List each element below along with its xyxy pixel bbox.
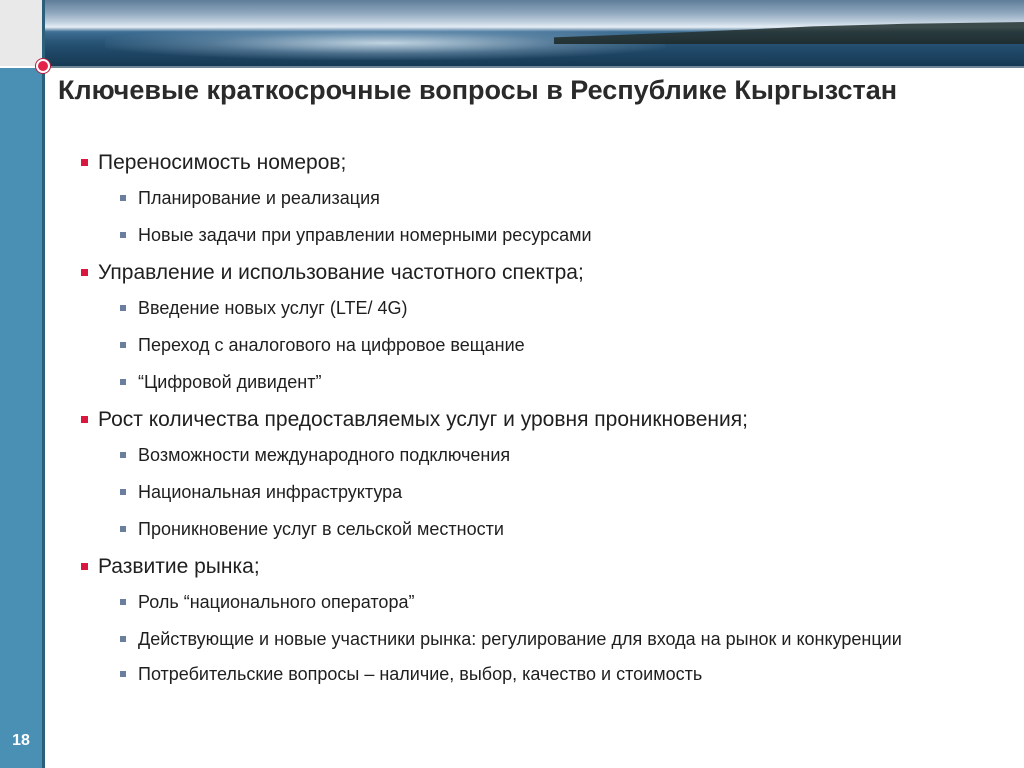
bullet-level1: Переносимость номеров; [78, 150, 1008, 176]
bullet-level2: Проникновение услуг в сельской местности [118, 517, 1008, 542]
bullet-level1: Развитие рынка; [78, 554, 1008, 580]
header-sea-image [45, 0, 1024, 66]
bullet-level2: Действующие и новые участники рынка: регулирование для входа на рынок и конкуренции [118, 627, 1008, 652]
bullet-level1: Управление и использование частотного спектра; [78, 260, 1008, 286]
sidebar-edge-line [42, 0, 45, 768]
bullet-level2: Возможности международного подключения [118, 443, 1008, 468]
bullet-level2: Новые задачи при управлении номерными ресурсами [118, 223, 1008, 248]
bullet-level2: Переход с аналогового на цифровое вещание [118, 333, 1008, 358]
left-sidebar-bar [0, 68, 42, 768]
page-number: 18 [12, 732, 30, 749]
bullet-level2: Введение новых услуг (LTE/ 4G) [118, 296, 1008, 321]
bullet-level2: Планирование и реализация [118, 186, 1008, 211]
bullet-level2: Потребительские вопросы – наличие, выбор, качество и стоимость [118, 662, 1008, 687]
accent-dot-icon [36, 59, 50, 73]
bullet-level1: Рост количества предоставляемых услуг и уровня проникновения; [78, 407, 1008, 433]
bullet-level2: Роль “национального оператора” [118, 590, 1008, 615]
header-divider [45, 66, 1024, 68]
slide-content [78, 150, 1008, 699]
bullet-level2: Национальная инфраструктура [118, 480, 1008, 505]
header-corner-panel [0, 0, 44, 66]
slide-title: Ключевые краткосрочные вопросы в Республике Кыргызстан [58, 75, 898, 105]
bullet-level2: “Цифровой дивидент” [118, 370, 1008, 395]
